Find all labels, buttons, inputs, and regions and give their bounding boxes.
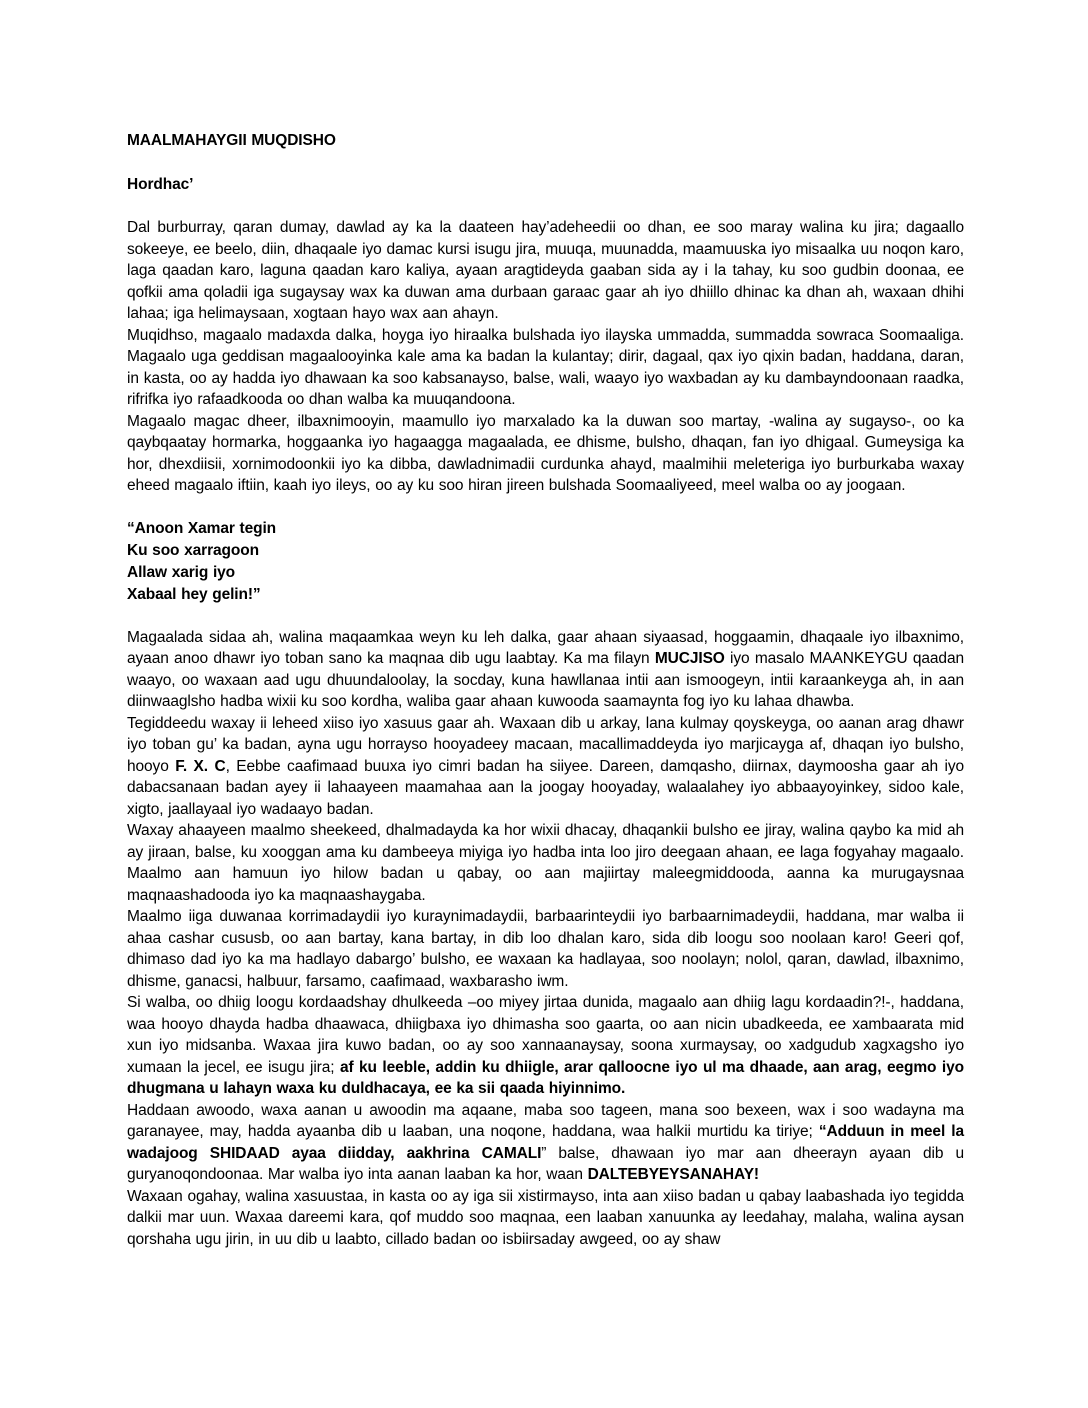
bold-text-run: F. X. C: [175, 757, 226, 775]
poem-quote: [127, 518, 964, 606]
poem-line: Allaw xarig iyo: [127, 563, 236, 581]
text-run: Magaalo magac dheer, ilbaxnimooyin, maamullo iyo marxalado ka la duwan soo martay, -walina ay sugayso-, oo ka qaybqaatay hormarka, hoggaanka iyo hagaagga magaalada, ee dhisme, bulsho, dhaqan, fan iyo dhigaal. Gumeysiga ka hor, dhexdiisii, xornimodoonkii iyo ka dibba, dawladnimadii curdunka ahayd, maalmihii meleteriga iyo burburkaba waxay eheed magaalo iftiin, kaah iyo ileys, oo ay ku soo hiran jireen bulshada Soomaaliyeed, meel walba oo ay joogaan.: [127, 412, 964, 494]
text-run: Maalmo iiga duwanaa korrimadaydii iyo kuraynimadaydii, barbaarinteydii iyo barbaarnimadeydii, haddana, mar walba ii ahaa cashar cususb, oo aan bartay, kana bartay, in dib loo dhalan karo, sida dib loogu soo noolaan karo! Geeri qof, dhimaso dad iyo ka ma hadlayo dabargo’ bulsho, ee waxaan ka hadlayaa, soo noolayn; nolol, qaran, dawlad, ilbaxnimo, dhisme, ganacsi, halbuur, farsamo, caafimaad, waxbarasho iwm.: [127, 908, 964, 990]
text-run: Dal burburray, qaran dumay, dawlad ay ka la daateen hay’adeheedii oo dhan, ee soo maray walina ku jira; dagaallo sokeeye, ee beelo, diin, dhaqaale iyo damac kursi isugu jira, muuqa, muunadda, maamuuska iyo misaalka uu noqon karo, laga qaadan karo, laguna qaadan karo kaliya, ayaan aragtideyda gaaban sida ay i la tahay, ku soo gudbin doonaa, ee qofkii ama qoladii iga sugaysay wax ka duwan ama durbaan garaac gaar ah iyo dhiillo dhinac ka dhan ah, waxaan dhihi lahaa; iga helimaysaan, xogtaan hayo wax aan ahayn.: [127, 219, 964, 322]
paragraph: [127, 820, 964, 906]
paragraph: [127, 992, 964, 1100]
bold-text-run: af ku leeble, addin ku dhiigle, arar qalloocne iyo ul ma dhaade, aan arag, eegmo iyo dhugmana u lahayn waxa ku duldhacaya, ee ka sii qaada hiyinnimo.: [127, 1058, 964, 1097]
paragraph: [127, 411, 964, 497]
document-content: [127, 130, 964, 1250]
poem-line: “Anoon Xamar tegin: [127, 519, 277, 537]
paragraph: [127, 713, 964, 821]
paragraph: [127, 906, 964, 992]
document-title: MAALMAHAYGII MUQDISHO: [127, 132, 336, 149]
bold-text-run: MUCJISO: [654, 650, 725, 667]
intro-paragraphs: [127, 217, 964, 497]
paragraph: [127, 325, 964, 411]
bold-text-run: DALTEBYEYSANAHAY!: [587, 1166, 759, 1183]
text-run: , Eebbe caafimaad buuxa iyo cimri badan ha siiyee. Dareen, damqasho, diirnax, daymoosha gaar ah iyo dabacsanaan badan ayey ii lahaayeen maamahaa aan la joogay hooyaday, walaalahey iyo abbaayoyinkey, sidoo kale, xigto, jaallayaal iyo wadaayo badan.: [127, 757, 964, 818]
paragraph: [127, 1100, 964, 1186]
text-run: ” balse, dhawaan iyo mar aan dheerayn ayaan dib u guryanoqondoonaa. Mar walba iyo inta aanan laaban ka hor, waan: [127, 1144, 964, 1183]
text-run: iyo masalo MAANKEYGU qaadan waayo, oo waxaan aad ugu dhuundaloolay, la socday, kuna hawllanaa intii aan ismoogeyn, intii karaankeyga ah, in aan diinwaaglsho hadba wixii ku soo kordha, waliba gaar ahaan kuwooda saamaynta fog iyo ku lahaa dhawba.: [127, 650, 964, 710]
poem-line: Ku soo xarragoon: [127, 541, 260, 559]
poem-line: Xabaal hey gelin!”: [127, 585, 261, 603]
section-heading: Hordhac’: [127, 175, 194, 193]
text-run: Si walba, oo dhiig loogu kordaadshay dhulkeeda –oo miyey jirtaa dunida, magaalo aan dhiig lagu kordaadin?!-, haddana, waa hooyo dhayda hadba dhaawaca, dhiigbaxa iyo dhimasha soo gaarta, oo aan nicin ubadkeeda, ee xambaarata mid xun iyo midsanba. Waxaa jira kuwo badan, oo ay soo xannaanaysay, soona xurmaysay, oo xadgudub xagxagsho iyo xumaan la jecel, ee isugu jira;: [127, 994, 964, 1076]
text-run: Muqidhso, magaalo madaxda dalka, hoyga iyo hiraalka bulshada iyo ilayska ummadda, summadda sowraca Soomaaliga. Magaalo uga geddisan magaalooyinka kale ama ka badan la kulantay; dirir, dagaal, qax iyo qixin badan, haddana, daran, in kasta, oo ay hadda iyo dhawaan ka soo kabsanayso, balse, wali, waayo iyo waxbadan ay ku dambayndoonaan raadka, rifrifka iyo rafaadkooda oo dhan walba ka muuqandoona.: [127, 326, 964, 408]
paragraph: [127, 627, 964, 713]
text-run: Haddaan awoodo, waxa aanan u awoodin ma aqaane, maba soo tageen, mana soo bexeen, wax i soo wadayna ma garanayee, may, hadda ayaanba dib u laaban, una noqone, haddana, waa halkii murtidu ka tiriye;: [127, 1101, 964, 1140]
paragraph: [127, 1186, 964, 1251]
text-run: Waxay ahaayeen maalmo sheekeed, dhalmadayda ka hor wixii dhacay, dhaqankii bulsho ee jiray, walina qaybo ka mid ah ay jiraan, balse, ku xooggan ama ku dambeeya miyiga iyo hadba inta loo jiro deegaan ahaan, ee laga fogyahay magaalo. Maalmo aan hamuun iyo hilow badan u qabay, oo aan majiirtay maleegmiddooda, aanna ka murugaysnaa maqnaashadooda iyo ka maqnaashaygaba.: [127, 822, 964, 904]
text-run: Waxaan ogahay, walina xasuustaa, in kasta oo ay iga sii xistirmayso, inta aan xiiso badan u qabay laabashada iyo tegidda dalkii mar uun. Waxaa dareemi kara, qof muddo soo maqnaa, een laaban xanuunka ay leedahay, malaha, walina aysan qorshaha ugu jirin, in uu dib u laabto, cillado badan oo isbiirsaday awgeed, oo ay shaw: [127, 1187, 964, 1248]
main-paragraphs: [127, 627, 964, 1251]
text-run: Tegiddeedu waxay ii leheed xiiso iyo xasuus gaar ah. Waxaan dib u arkay, lana kulmay qoyskeyga, oo aanan arag dhawr iyo toban gu’ ka badan, ayna ugu horrayso hooyadeey macaan, macallimaddeyda iyo marjicayga af, dhaqan iyo bulsho, hooyo: [127, 714, 964, 775]
bold-text-run: “Adduun in meel la wadajoog SHIDAAD ayaa diidday, aakhrina CAMALI: [127, 1123, 964, 1162]
paragraph: [127, 217, 964, 325]
text-run: Magaalada sidaa ah, walina maqaamkaa weyn ku leh dalka, gaar ahaan siyaasad, hoggaamin, dhaqaale iyo ilbaxnimo, ayaan anoo dhawr iyo toban sano ka maqnaa dib ugu laabtay. Ka ma filayn: [127, 628, 964, 667]
